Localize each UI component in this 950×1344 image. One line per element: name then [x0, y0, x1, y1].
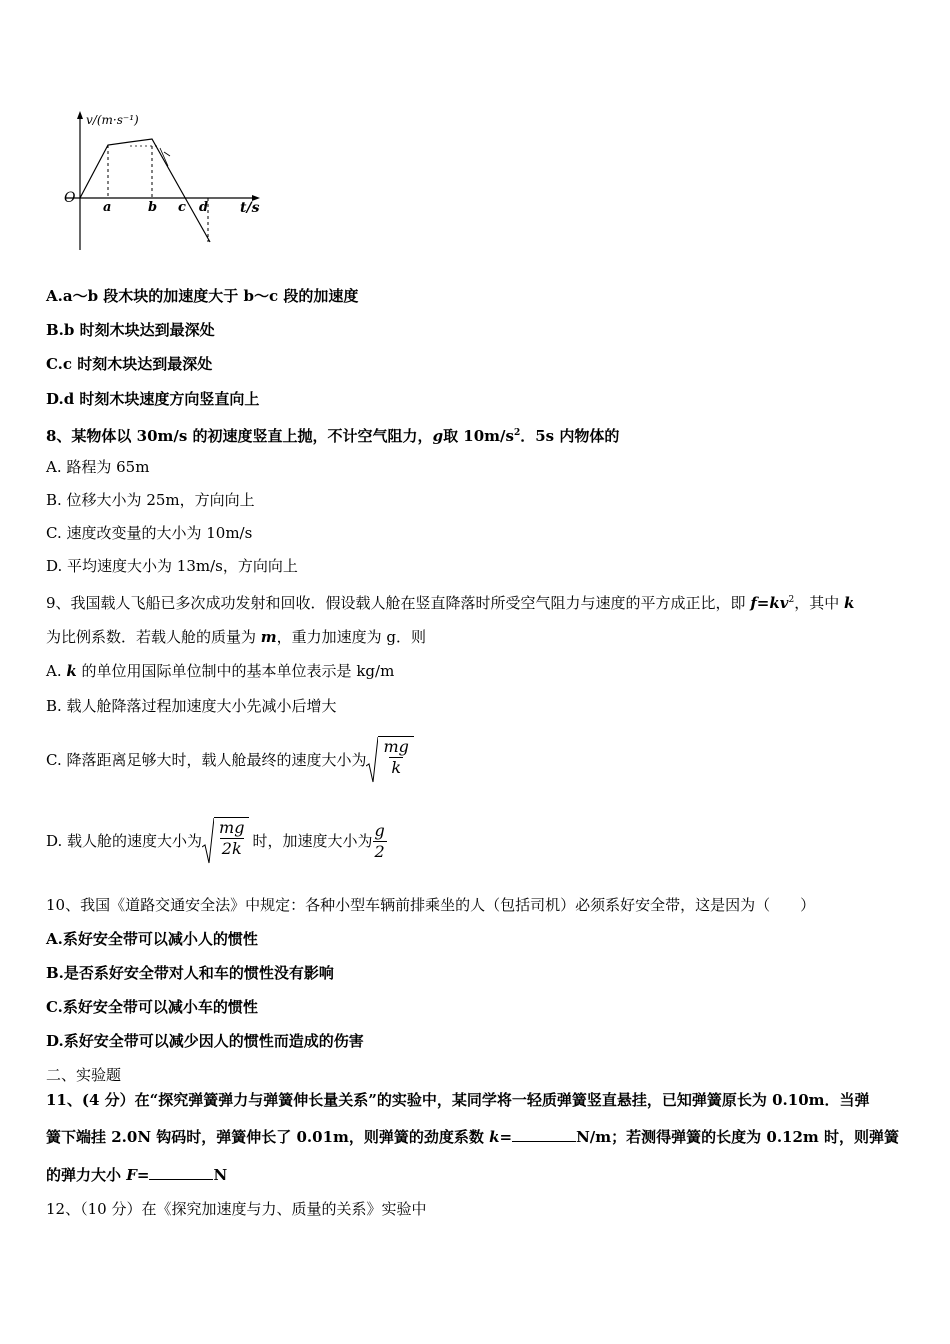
- q9-c-text: C. 降落距离足够大时，载人舱最终的速度大小为: [46, 751, 367, 769]
- q9-stem-line2: [46, 627, 426, 647]
- q11-line2-k: k: [489, 1128, 500, 1146]
- q11-line2-3: N/m；若测得弹簧的长度为 0.12m 时，则弹簧: [576, 1128, 900, 1146]
- q9-stem-k: k: [843, 594, 855, 612]
- q9-a-1: A.: [46, 662, 67, 680]
- section-heading: 二、实验题: [46, 1066, 122, 1084]
- q11-line2: [46, 1127, 899, 1147]
- q11-line2-2: =: [499, 1128, 513, 1146]
- q8-stem: [46, 423, 619, 446]
- q10-option-d: D.系好安全带可以减少因人的惯性而造成的伤害: [46, 1032, 364, 1050]
- q9-stem-1: 9、我国载人飞船已多次成功发射和回收．假设载人舱在竖直降落时所受空气阻力与速度的平方成正比，即: [46, 594, 751, 612]
- q9-stem-2: ，其中: [794, 594, 844, 612]
- y-axis-label: v/(m·s⁻¹): [86, 113, 139, 127]
- q11-blank-f: [149, 1165, 213, 1180]
- q9-stem-m: m: [260, 628, 277, 646]
- q7-option-b: B.b 时刻木块达到最深处: [46, 321, 215, 339]
- q11-line3: [46, 1165, 227, 1185]
- q9-c-num: mg: [383, 737, 409, 756]
- q8-stem-sup: 2: [513, 428, 521, 438]
- q10-option-a: A.系好安全带可以减小人的惯性: [46, 930, 258, 948]
- q9-c-den: k: [391, 758, 402, 777]
- q8-stem-g: g: [432, 427, 444, 445]
- q11-line2-1: 簧下端挂 2.0N 钩码时，弹簧伸长了 0.01m，则弹簧的劲度系数: [46, 1128, 490, 1146]
- q10-option-c: C.系好安全带可以减小车的惯性: [46, 998, 258, 1016]
- q11-line1: 11、(4 分）在“探究弹簧弹力与弹簧伸长量关系”的实验中，某同学将一轻质弹簧竖直悬挂，已知弹簧原长为 0.10m．当弹: [46, 1091, 870, 1109]
- tick-label-d: d: [199, 200, 209, 215]
- q9-option-d: [46, 815, 387, 865]
- q8-option-d: D. 平均速度大小为 13m/s，方向向上: [46, 557, 298, 575]
- q9-d-num: mg: [219, 818, 245, 837]
- q9-a-2: 的单位用国际单位制中的基本单位表示是 kg/m: [76, 662, 395, 680]
- q7-option-c: C.c 时刻木块达到最深处: [46, 355, 213, 373]
- q9-stem-line2-2: ，重力加速度为 g．则: [276, 628, 427, 646]
- tick-label-c: c: [178, 200, 186, 215]
- q11-line3-f: F: [126, 1166, 137, 1184]
- q10-option-b: B.是否系好安全带对人和车的惯性没有影响: [46, 964, 334, 982]
- q9-d-den: 2k: [221, 839, 242, 858]
- q8-option-b: B. 位移大小为 25m，方向向上: [46, 491, 255, 509]
- q9-stem-line1: [46, 590, 854, 613]
- q9-stem-sup: 2: [788, 595, 795, 605]
- q8-option-a: A. 路程为 65m: [46, 458, 150, 476]
- q9-d-frac-den: 2: [374, 841, 385, 861]
- x-axis-label: t/s: [240, 200, 260, 216]
- q11-line3-3: N: [213, 1166, 228, 1184]
- y-axis-arrow: [77, 111, 83, 119]
- q9-d-frac-num: g: [374, 820, 385, 840]
- q11-blank-k: [512, 1127, 576, 1142]
- q8-stem-1: 8、某物体以 30m/s 的初速度竖直上抛，不计空气阻力，: [46, 427, 433, 445]
- q8-stem-3: ．5s 内物体的: [520, 427, 620, 445]
- q9-c-sqrt: [366, 736, 413, 784]
- q9-option-b: B. 载人舱降落过程加速度大小先减小后增大: [46, 697, 337, 715]
- velocity-time-graph: [60, 108, 280, 258]
- q8-option-c: C. 速度改变量的大小为 10m/s: [46, 524, 253, 542]
- q11-line3-2: =: [136, 1166, 150, 1184]
- q9-stem-f: f=kv: [750, 594, 789, 612]
- q9-d-text-2: 时，加速度大小为: [252, 832, 373, 850]
- tick-label-a: a: [103, 200, 112, 215]
- q9-d-frac: [372, 821, 386, 862]
- q7-option-a: A.a～b 段木块的加速度大于 b～c 段的加速度: [46, 287, 359, 305]
- q9-option-a: [46, 661, 394, 681]
- q9-d-sqrt: [202, 817, 249, 865]
- q7-option-d: D.d 时刻木块速度方向竖直向上: [46, 390, 260, 408]
- q9-d-text-1: D. 载人舱的速度大小为: [46, 832, 203, 850]
- q12-stem: 12、（10 分）在《探究加速度与力、质量的关系》实验中: [46, 1200, 427, 1218]
- q10-stem: 10、我国《道路交通安全法》中规定：各种小型车辆前排乘坐的人（包括司机）必须系好安全带，这是因为（ ）: [46, 896, 816, 914]
- tick-label-b: b: [148, 200, 158, 215]
- origin-label: O: [64, 190, 76, 206]
- q9-option-c: [46, 734, 414, 784]
- q8-stem-2: 取 10m/s: [443, 427, 514, 445]
- q11-line3-1: 的弹力大小: [46, 1166, 127, 1184]
- q9-a-k: k: [66, 662, 77, 680]
- velocity-curve: [80, 139, 210, 242]
- q9-stem-line2-1: 为比例系数．若载人舱的质量为: [46, 628, 261, 646]
